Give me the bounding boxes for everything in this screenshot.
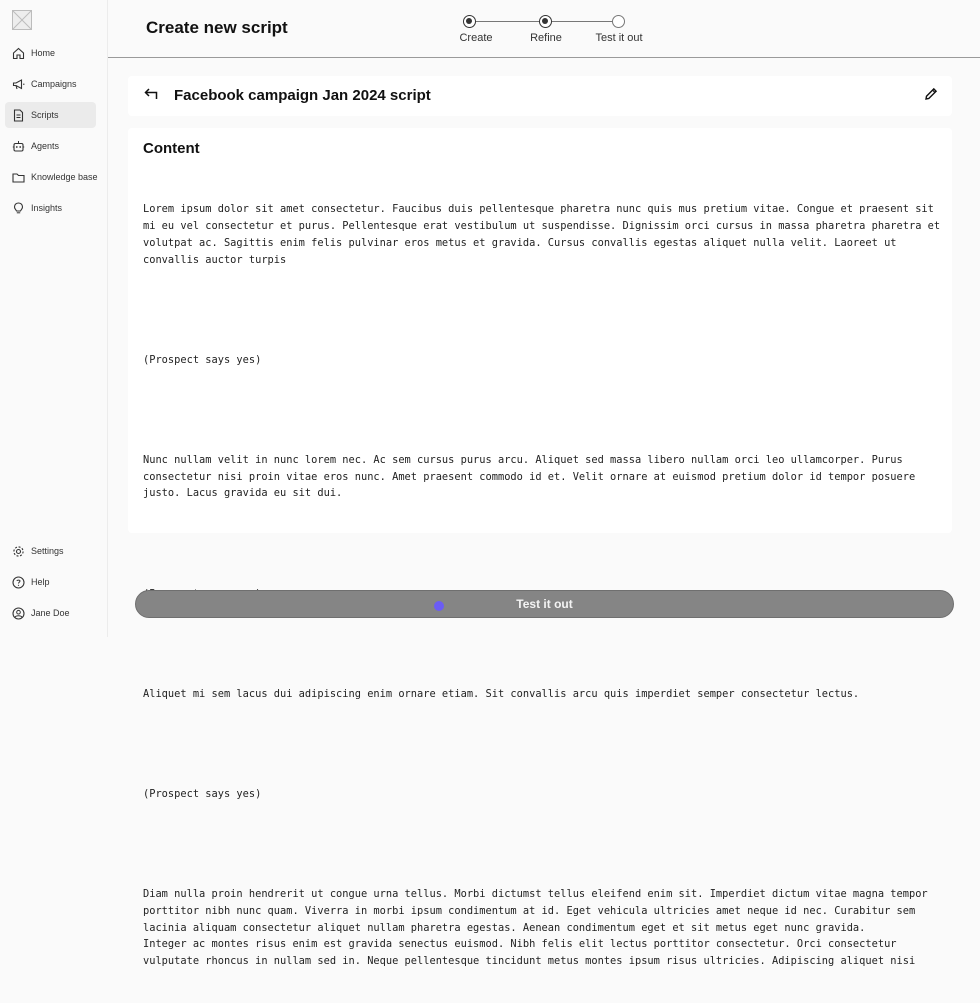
sidebar-item-profile[interactable] [5,600,96,626]
document-icon [11,108,25,122]
sidebar-item-insights[interactable] [5,195,96,221]
step-refine-indicator[interactable] [539,15,552,28]
sidebar-item-label: Knowledge base [31,172,98,182]
step-create-label: Create [459,32,493,44]
robot-icon [11,139,25,153]
step-test-indicator[interactable] [612,15,625,28]
step-connector [552,21,618,22]
script-paragraph: Aliquet mi sem lacus dui adipiscing enim ornare etiam. Sit convallis arcu quis imperdiet semper consectetur lectus. [143,687,860,700]
back-button[interactable] [142,86,160,106]
sidebar-item-label: Home [31,48,56,58]
mouse-cursor-indicator [434,601,444,611]
pencil-icon [924,87,938,106]
test-it-out-label: Test it out [516,597,573,611]
script-paragraph: Lorem ipsum dolor sit amet consectetur. Faucibus duis pellentesque pharetra nunc quis mus pretium vitae. Congue et praesent sit mi eu vel consectetur et purus. Pellentesque erat vestibulum ut suspendisse. Dignissim orci cursus in massa pharetra pharetra et volutpat ac. Sagittis enim felis pulvinar eros metus et gravida. Cursus convallis egestas aliquet nulla velit. Laoreet ut convallis auctor turpis [143,203,947,266]
script-paragraph: (Prospect says yes) [143,788,262,801]
step-connector [476,21,546,22]
back-arrow-icon [144,87,158,105]
paragraph-spacer [143,736,943,753]
paragraph-spacer [143,636,943,653]
sidebar [0,0,108,637]
sidebar-item-campaigns[interactable] [5,71,96,97]
sidebar-item-label: Insights [31,203,63,213]
script-paragraph: (Prospect says yes) [143,353,262,366]
page-title: Create new script [146,18,288,37]
step-test-label: Test it out [595,32,643,44]
content-heading: Content [143,140,200,157]
step-create-indicator[interactable] [463,15,476,28]
paragraph-spacer [143,302,943,319]
paragraph-spacer [143,535,943,552]
progress-stepper [448,10,643,50]
script-paragraph: Diam nulla proin hendrerit ut congue urna tellus. Morbi dictumst tellus eleifend enim sit. Imperdiet dictum vitae magna tempor porttitor nibh nunc quam. Viverra in morbi ipsum condimentum at id. Eget vehicula ultricies amet neque id nec. Curabitur sem lacinia aliquam consectetur aliquet nullam pharetra egestas. Aenean condimentum eget et sit metus eget nunc gravida. Integer ac montes risus enim est gravida senectus euismod. Nibh felis elit lectus porttitor consectetur. Orci consectetur vulputate rhoncus in nullam sed in. Neque pellentesque tincidunt metus montes ipsum risus ultricies. Adipiscing aliquet nisi [143,888,928,968]
script-title-card [128,76,952,116]
sidebar-item-agents[interactable] [5,133,96,159]
header [108,0,980,58]
folder-icon [11,170,25,184]
test-it-out-button[interactable] [135,590,954,618]
paragraph-spacer [143,836,943,853]
user-icon [11,606,25,620]
sidebar-item-label: Settings [31,546,64,556]
sidebar-item-help[interactable] [5,569,96,595]
sidebar-item-knowledge-base[interactable] [5,164,96,190]
home-icon [11,46,25,60]
sidebar-item-home[interactable] [5,40,96,66]
paragraph-spacer [143,402,943,419]
script-paragraph: Nunc nullam velit in nunc lorem nec. Ac sem cursus purus arcu. Aliquet sed massa libero nullam orci leo ullamcorper. Purus consectetur nisi proin vitae eros nunc. Amet praesent commodo id et. Velit ornare at euismod pretium dolor id tempor posuere justo. Lacus gravida eu sit dui. [143,453,922,500]
edit-title-button[interactable] [922,87,940,105]
lightbulb-icon [11,201,25,215]
sidebar-item-settings[interactable] [5,538,96,564]
script-title: Facebook campaign Jan 2024 script [174,87,431,104]
sidebar-item-label: Help [31,577,50,587]
sidebar-item-label: Jane Doe [31,608,70,618]
sidebar-item-label: Scripts [31,110,59,120]
sidebar-item-label: Campaigns [31,79,77,89]
gear-icon [11,544,25,558]
step-refine-label: Refine [530,32,562,44]
help-icon [11,575,25,589]
sidebar-item-label: Agents [31,141,60,151]
image-placeholder-icon [12,10,32,30]
megaphone-icon [11,77,25,91]
sidebar-item-scripts[interactable] [5,102,96,128]
